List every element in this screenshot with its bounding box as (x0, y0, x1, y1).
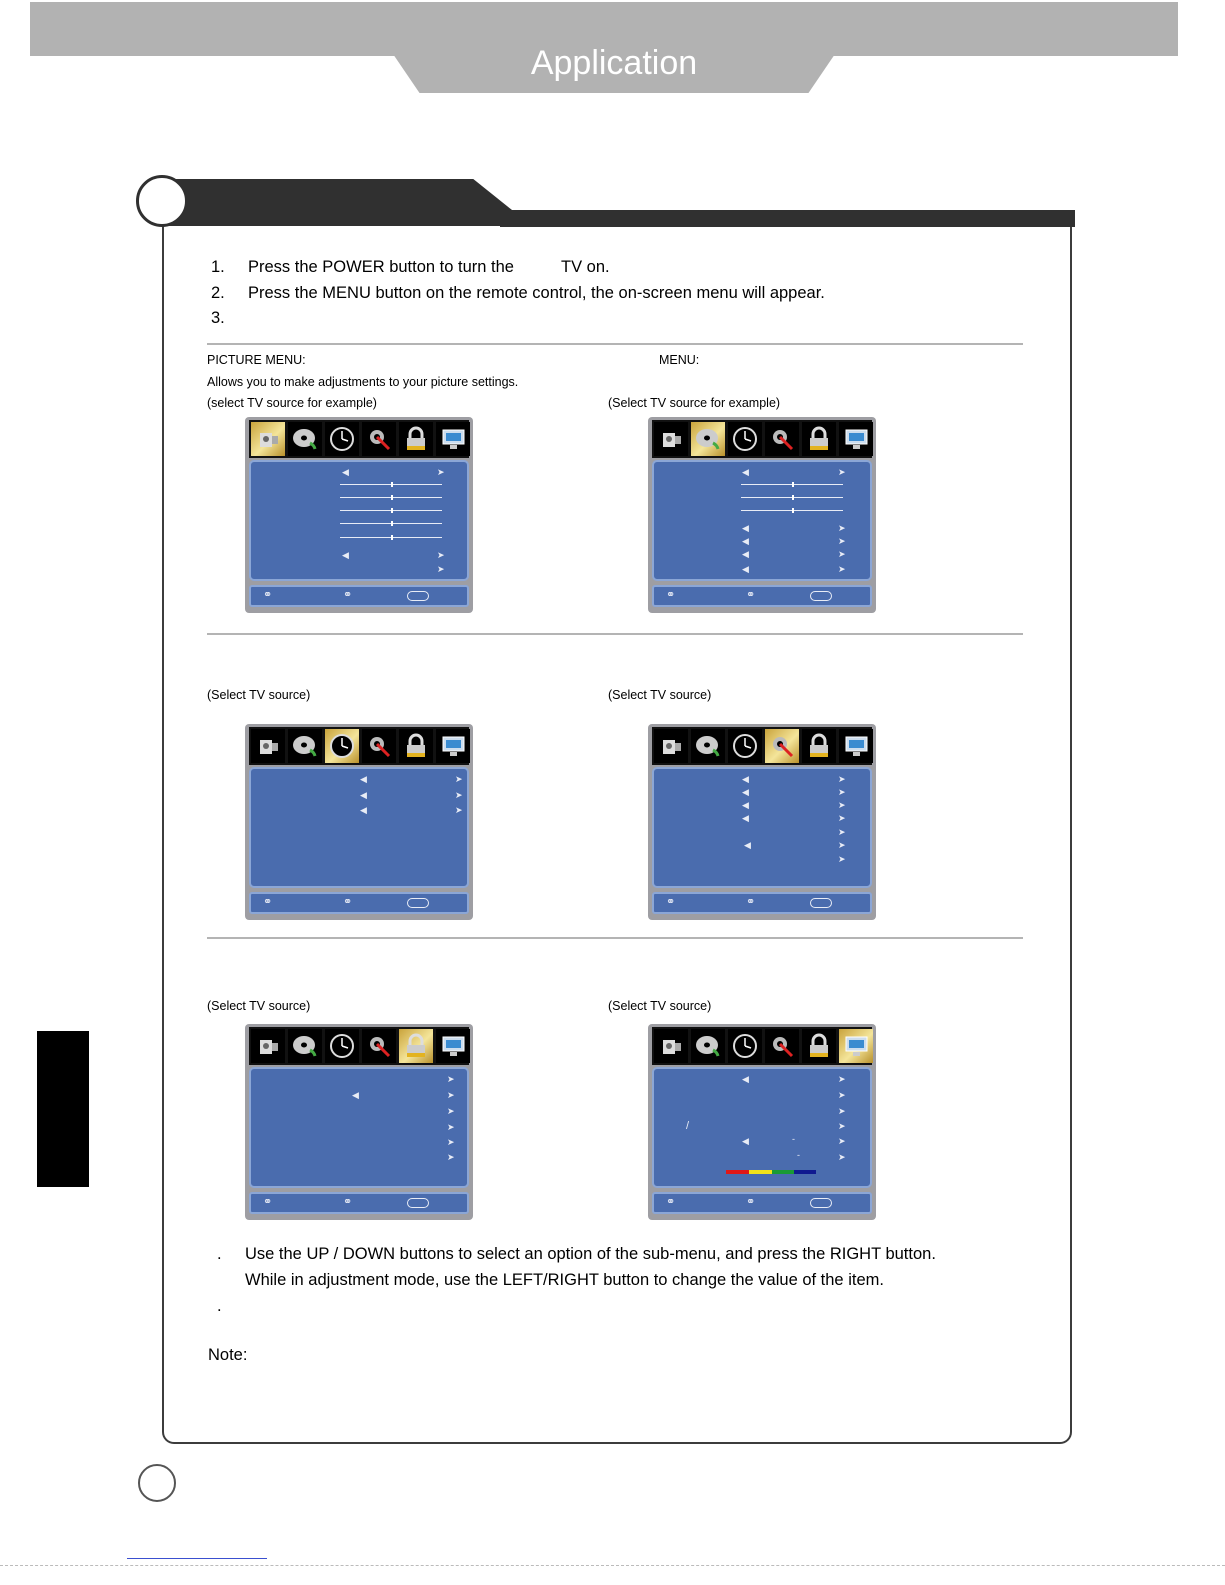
picture-menu-source: (select TV source for example) (207, 396, 377, 410)
lock-icon (399, 1029, 433, 1063)
slider (741, 510, 843, 511)
setup-tools-icon (362, 729, 396, 763)
step-text: Press the MENU button on the remote control, the on-screen menu will appear. (248, 284, 825, 302)
slider (340, 537, 442, 538)
menu-key-icon (407, 1198, 429, 1208)
sound-cd-icon (288, 729, 322, 763)
right-arrow-icon: ➤ (447, 1122, 455, 1132)
clock-icon (325, 729, 359, 763)
left-arrow-icon: ◀ (742, 1074, 749, 1084)
picture-camera-icon (654, 422, 688, 456)
right-arrow-icon: ➤ (838, 564, 846, 574)
menu-key-icon (407, 591, 429, 601)
right-arrow-icon: ➤ (838, 523, 846, 533)
left-arrow-icon: ◀ (742, 536, 749, 546)
monitor-icon (839, 729, 873, 763)
divider (207, 633, 1023, 635)
nav-icon: ⚭ (343, 1196, 353, 1208)
setup-tools-icon (765, 729, 799, 763)
time-menu-source: (Select TV source) (207, 688, 311, 702)
right-arrow-icon: ➤ (447, 1074, 455, 1084)
nav-icon: ⚭ (746, 1196, 756, 1208)
step-text: Press the POWER button to turn the (248, 258, 514, 276)
right-arrow-icon: ➤ (455, 790, 463, 800)
right-arrow-icon: ➤ (437, 467, 445, 477)
osd-footer (249, 892, 469, 914)
right-arrow-icon: ➤ (838, 467, 846, 477)
setup-tools-icon (362, 1029, 396, 1063)
clock-icon (728, 422, 762, 456)
nav-icon: ⚭ (263, 1196, 273, 1208)
color-key-blue (794, 1170, 816, 1174)
osd-footer (652, 892, 872, 914)
section-number-circle (136, 175, 188, 227)
page-number-circle (138, 1464, 176, 1502)
nav-icon: ⚭ (666, 896, 676, 908)
right-arrow-icon: ➤ (838, 1121, 846, 1131)
nav-icon: ⚭ (746, 589, 756, 601)
picture-menu-title: PICTURE MENU: (207, 353, 306, 367)
slider (340, 510, 442, 511)
step-number: 1. (211, 258, 225, 276)
right-arrow-icon: ➤ (437, 564, 445, 574)
step-text-after: TV on. (561, 258, 610, 276)
left-arrow-icon: ◀ (742, 1136, 749, 1146)
color-key-red (726, 1170, 749, 1174)
left-arrow-icon: ◀ (742, 549, 749, 559)
right-arrow-icon: ➤ (838, 1106, 846, 1116)
setup-tools-icon (765, 422, 799, 456)
osd-sound-menu (648, 417, 876, 613)
clock-icon (325, 422, 359, 456)
osd-picture-menu (245, 417, 473, 613)
left-arrow-icon: ◀ (742, 523, 749, 533)
sound-cd-icon (691, 1029, 725, 1063)
right-arrow-icon: ➤ (838, 1136, 846, 1146)
right-arrow-icon: ➤ (838, 854, 846, 864)
osd-body (652, 1067, 872, 1188)
osd-channel-menu (648, 1024, 876, 1220)
osd-footer (652, 1192, 872, 1214)
sound-menu-source: (Select TV source for example) (608, 396, 781, 410)
osd-icon-row (249, 1027, 469, 1065)
right-arrow-icon: ➤ (838, 549, 846, 559)
right-arrow-icon: ➤ (437, 550, 445, 560)
step-number: . (217, 1297, 222, 1315)
osd-icon-row (249, 727, 469, 765)
lock-icon (399, 729, 433, 763)
right-arrow-icon: ➤ (838, 840, 846, 850)
picture-camera-icon (251, 422, 285, 456)
osd-body (249, 1067, 469, 1188)
sound-cd-icon (691, 729, 725, 763)
picture-camera-icon (654, 729, 688, 763)
dash-mark: - (797, 1150, 800, 1160)
slider (340, 497, 442, 498)
left-arrow-icon: ◀ (742, 467, 749, 477)
left-arrow-icon: ◀ (352, 1090, 359, 1100)
left-arrow-icon: ◀ (342, 550, 349, 560)
right-arrow-icon: ➤ (447, 1137, 455, 1147)
right-arrow-icon: ➤ (838, 787, 846, 797)
right-arrow-icon: ➤ (455, 805, 463, 815)
monitor-icon (436, 422, 470, 456)
right-arrow-icon: ➤ (447, 1152, 455, 1162)
right-arrow-icon: ➤ (838, 1090, 846, 1100)
step-number: . (217, 1245, 222, 1263)
menu-key-icon (810, 591, 832, 601)
osd-icon-row (652, 420, 872, 458)
left-arrow-icon: ◀ (742, 774, 749, 784)
side-chapter-tab (37, 1031, 89, 1187)
right-arrow-icon: ➤ (838, 1152, 846, 1162)
lock-menu-source: (Select TV source) (207, 999, 311, 1013)
footer-cut-line (0, 1565, 1225, 1566)
right-arrow-icon: ➤ (838, 800, 846, 810)
sound-cd-icon (288, 422, 322, 456)
monitor-icon (839, 422, 873, 456)
color-key-green (772, 1170, 794, 1174)
monitor-icon (436, 1029, 470, 1063)
nav-icon: ⚭ (263, 589, 273, 601)
osd-footer (249, 585, 469, 607)
left-arrow-icon: ◀ (360, 774, 367, 784)
nav-icon: ⚭ (343, 896, 353, 908)
right-arrow-icon: ➤ (447, 1106, 455, 1116)
slash-mark: / (686, 1120, 690, 1132)
monitor-icon (839, 1029, 873, 1063)
picture-camera-icon (251, 1029, 285, 1063)
sound-cd-icon (691, 422, 725, 456)
right-arrow-icon: ➤ (838, 774, 846, 784)
step-text-2: While in adjustment mode, use the LEFT/RIGHT button to change the value of the item. (245, 1271, 884, 1289)
left-arrow-icon: ◀ (360, 805, 367, 815)
nav-icon: ⚭ (263, 896, 273, 908)
clock-icon (728, 729, 762, 763)
sound-cd-icon (288, 1029, 322, 1063)
lock-icon (802, 729, 836, 763)
osd-body (652, 767, 872, 888)
lock-icon (802, 1029, 836, 1063)
monitor-icon (436, 729, 470, 763)
nav-icon: ⚭ (343, 589, 353, 601)
osd-body (249, 460, 469, 581)
menu-key-icon (407, 898, 429, 908)
sound-menu-title: MENU: (659, 353, 700, 367)
osd-icon-row (249, 420, 469, 458)
divider (207, 343, 1023, 345)
osd-setup-menu (648, 724, 876, 920)
slider (340, 484, 442, 485)
page-title: Application (530, 44, 698, 82)
step-5 (217, 1297, 222, 1316)
left-arrow-icon: ◀ (742, 800, 749, 810)
osd-footer (249, 1192, 469, 1214)
clock-icon (728, 1029, 762, 1063)
right-arrow-icon: ➤ (838, 827, 846, 837)
step-number: 2. (211, 284, 225, 302)
picture-menu-desc: Allows you to make adjustments to your picture settings. (207, 375, 519, 389)
step-number: 3. (211, 309, 225, 327)
setup-menu-source: (Select TV source) (608, 688, 712, 702)
footer-mark (127, 1558, 267, 1559)
osd-footer (652, 585, 872, 607)
left-arrow-icon: ◀ (744, 840, 751, 850)
right-arrow-icon: ➤ (838, 536, 846, 546)
left-arrow-icon: ◀ (742, 564, 749, 574)
right-arrow-icon: ➤ (838, 1074, 846, 1084)
nav-icon: ⚭ (666, 589, 676, 601)
section-title-bar (500, 210, 1075, 227)
slider (741, 484, 843, 485)
channel-menu-source: (Select TV source) (608, 999, 712, 1013)
left-arrow-icon: ◀ (742, 787, 749, 797)
nav-icon: ⚭ (666, 1196, 676, 1208)
osd-icon-row (652, 1027, 872, 1065)
picture-camera-icon (251, 729, 285, 763)
left-arrow-icon: ◀ (342, 467, 349, 477)
left-arrow-icon: ◀ (360, 790, 367, 800)
section-title-tab (160, 179, 512, 226)
clock-icon (325, 1029, 359, 1063)
note-label: Note: (208, 1346, 248, 1364)
left-arrow-icon: ◀ (742, 813, 749, 823)
picture-camera-icon (654, 1029, 688, 1063)
lock-icon (399, 422, 433, 456)
osd-lock-menu (245, 1024, 473, 1220)
divider (207, 937, 1023, 939)
right-arrow-icon: ➤ (838, 813, 846, 823)
setup-tools-icon (765, 1029, 799, 1063)
right-arrow-icon: ➤ (447, 1090, 455, 1100)
dash-mark: - (792, 1134, 795, 1144)
osd-icon-row (652, 727, 872, 765)
menu-key-icon (810, 898, 832, 908)
menu-key-icon (810, 1198, 832, 1208)
osd-time-menu (245, 724, 473, 920)
step-text: Use the UP / DOWN buttons to select an option of the sub-menu, and press the RIGHT button. (245, 1245, 936, 1263)
lock-icon (802, 422, 836, 456)
right-arrow-icon: ➤ (455, 774, 463, 784)
slider (340, 523, 442, 524)
color-key-yellow (749, 1170, 772, 1174)
slider (741, 497, 843, 498)
osd-body (652, 460, 872, 581)
nav-icon: ⚭ (746, 896, 756, 908)
osd-body (249, 767, 469, 888)
setup-tools-icon (362, 422, 396, 456)
